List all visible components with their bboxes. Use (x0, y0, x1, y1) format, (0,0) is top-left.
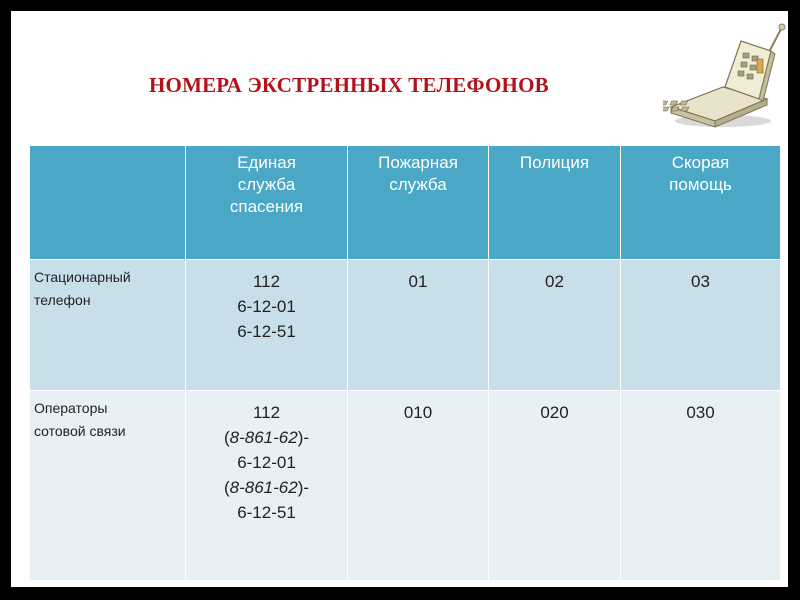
header-rescue-service (186, 146, 348, 260)
page-title: НОМЕРА ЭКСТРЕННЫХ ТЕЛЕФОНОВ (149, 73, 549, 97)
phone-number-with-code: (8-861-62)- (223, 428, 310, 447)
phone-number: 6-12-51 (237, 322, 296, 341)
phone-number: 6-12-51 (237, 503, 296, 522)
table-row (30, 260, 781, 391)
header-fire-line-2: служба (389, 175, 447, 194)
table-row (30, 391, 781, 581)
phone-number: 112 (252, 272, 281, 291)
phone-number: 6-12-01 (237, 453, 296, 472)
phone-number-with-code: (8-861-62)- (223, 478, 310, 497)
header-ambulance (621, 146, 781, 260)
area-code: 8-861-62 (229, 478, 298, 497)
header-ambulance-line-2: помощь (669, 175, 732, 194)
cell-landline-ambulance: 03 (621, 260, 781, 391)
cell-mobile-rescue (186, 391, 348, 581)
phone-number: 6-12-01 (237, 297, 296, 316)
header-rescue-line-3: спасения (229, 197, 304, 216)
cell-mobile-police: 020 (489, 391, 621, 581)
cell-mobile-fire: 010 (348, 391, 489, 581)
cell-landline-fire: 01 (348, 260, 489, 391)
area-code: 8-861-62 (229, 428, 298, 447)
row-label-line: сотовой связи (34, 423, 126, 439)
cell-landline-police: 02 (489, 260, 621, 391)
row-label-line: телефон (34, 292, 91, 308)
header-rescue-line-2: служба (237, 175, 296, 194)
row-label-line: Операторы (34, 400, 108, 416)
header-ambulance-line-1: Скорая (671, 153, 730, 172)
phone-number: 112 (252, 403, 281, 422)
row-label-mobile (30, 391, 186, 581)
slide (11, 11, 788, 587)
emergency-numbers-table (29, 145, 781, 581)
cell-mobile-ambulance: 030 (621, 391, 781, 581)
row-label-landline (30, 260, 186, 391)
header-fire-line-1: Пожарная (378, 153, 458, 172)
row-label-line: Стационарный (34, 269, 131, 285)
header-police: Полиция (489, 146, 621, 260)
header-fire-service (348, 146, 489, 260)
header-corner-cell (30, 146, 186, 260)
header-rescue-line-1: Единая (237, 153, 296, 172)
table-header-row (30, 146, 781, 260)
phone-with-antenna-icon (663, 21, 793, 136)
cell-landline-rescue (186, 260, 348, 391)
